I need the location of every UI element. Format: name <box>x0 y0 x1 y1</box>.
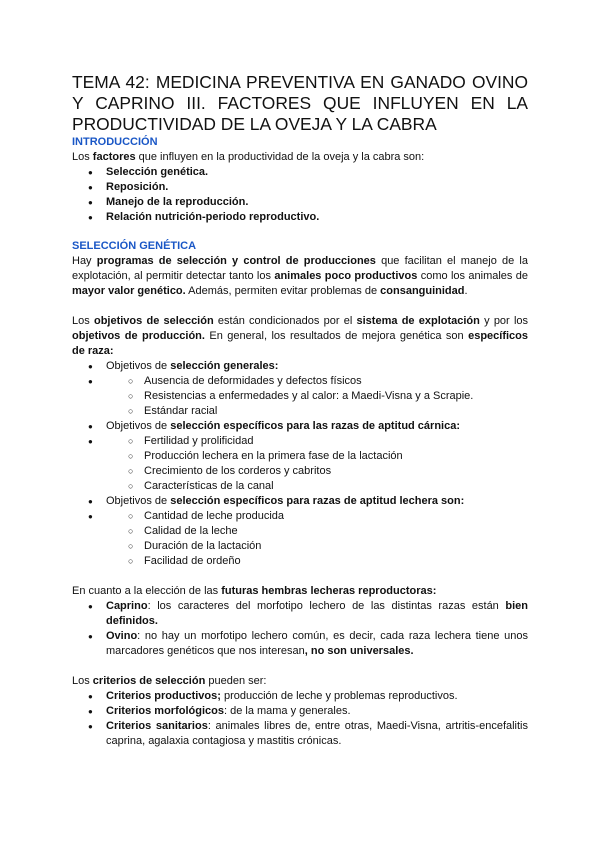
sublist-item: ○ Producción lechera en la primera fase de la lactación <box>72 449 528 464</box>
criterios-list <box>72 689 528 749</box>
sublist <box>72 509 528 569</box>
list-item: ● Selección genética. <box>72 165 528 180</box>
hembras-paragraph: En cuanto a la elección de las futuras hembras lecheras reproductoras: <box>72 585 437 597</box>
list-item: ● Ovino: no hay un morfotipo lechero común, es decir, cada raza lechera tiene unos marcadores genéticos que nos interesan, no son universales. <box>72 629 528 659</box>
page-title: TEMA 42: MEDICINA PREVENTIVA EN GANADO OVINO Y CAPRINO III. FACTORES QUE INFLUYEN EN LA PRODUCTIVIDAD DE LA OVEJA Y LA CABRA <box>72 72 528 134</box>
document-page <box>72 72 528 749</box>
factores-list <box>72 165 528 225</box>
list-item: ● Reposición. <box>72 180 528 195</box>
sublist-item: ○ Facilidad de ordeño <box>72 554 528 569</box>
hembras-list <box>72 599 528 659</box>
list-item: ● Caprino: los caracteres del morfotipo lechero de las distintas razas están bien definidos. <box>72 599 528 629</box>
sublist-item: ○ Duración de la lactación <box>72 539 528 554</box>
list-item: ● Objetivos de selección generales: <box>72 359 528 374</box>
sublist <box>72 434 528 494</box>
section-heading-seleccion-genetica: SELECCIÓN GENÉTICA <box>72 240 197 252</box>
objetivos-list <box>72 359 528 569</box>
seleccion-paragraph-1: Hay programas de selección y control de producciones que facilitan el manejo de la explotación, al permitir detectar tanto los animales poco productivos como los animales de mayor valor genético. Además, permiten evitar problemas de consanguinidad. <box>72 255 529 297</box>
sublist-item: ○ ● Cantidad de leche producida <box>72 509 528 524</box>
criterios-paragraph: Los criterios de selección pueden ser: <box>72 675 267 687</box>
list-item: ● Criterios sanitarios: animales libres de, entre otras, Maedi-Visna, artritis-encefalitis caprina, agalaxia contagiosa y mastitis crónicas. <box>72 719 528 749</box>
seleccion-paragraph-2: Los objetivos de selección están condicionados por el sistema de explotación y por los objetivos de producción. En general, los resultados de mejora genética son específicos de raza: <box>72 315 529 357</box>
intro-paragraph: Los factores que influyen en la productividad de la oveja y la cabra son: <box>72 151 425 163</box>
list-item: ● Criterios productivos; producción de leche y problemas reproductivos. <box>72 689 528 704</box>
sublist-item: ○ Características de la canal <box>72 479 528 494</box>
sublist-item: ○ Calidad de la leche <box>72 524 528 539</box>
sublist-item: ○ ● Fertilidad y prolificidad <box>72 434 528 449</box>
sublist-item: ○ ● Ausencia de deformidades y defectos físicos <box>72 374 528 389</box>
sublist-item: ○ Resistencias a enfermedades y al calor: a Maedi-Visna y a Scrapie. <box>72 389 528 404</box>
list-item: ● Objetivos de selección específicos para razas de aptitud lechera son: <box>72 494 528 509</box>
section-heading-introduccion: INTRODUCCIÓN <box>72 136 158 148</box>
sublist-item: ○ Estándar racial <box>72 404 528 419</box>
sublist <box>72 374 528 419</box>
list-item: ● Manejo de la reproducción. <box>72 195 528 210</box>
list-item: ● Objetivos de selección específicos para las razas de aptitud cárnica: <box>72 419 528 434</box>
list-item: ● Criterios morfológicos: de la mama y generales. <box>72 704 528 719</box>
sublist-item: ○ Crecimiento de los corderos y cabritos <box>72 464 528 479</box>
list-item: ● Relación nutrición-periodo reproductivo. <box>72 210 528 225</box>
